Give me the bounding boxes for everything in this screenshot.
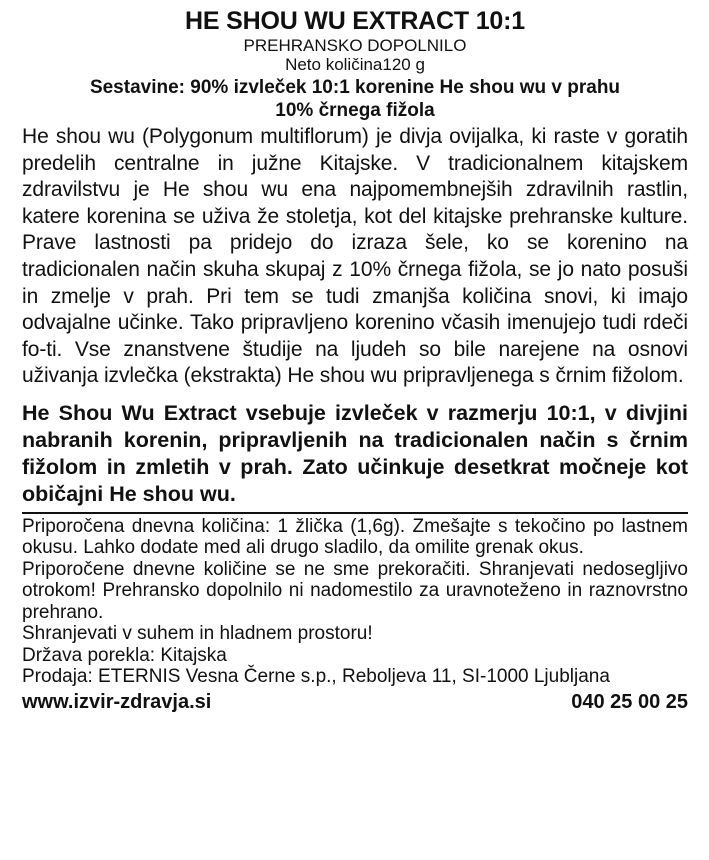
origin-line: Država porekla: Kitajska bbox=[22, 644, 227, 666]
website-link[interactable]: www.izvir-zdravja.si bbox=[22, 690, 212, 713]
phone-number: 040 25 00 25 bbox=[571, 690, 688, 713]
product-label bbox=[22, 6, 688, 714]
storage-line: Shranjevati v suhem in hladnem prostoru! bbox=[22, 623, 373, 645]
description-paragraph: He shou wu (Polygonum multiflorum) je divja ovijalka, ki raste v goratih predelih centralne in južne Kitajske. V tradicionalnem kitajskem zdravilstvu je He shou wu ena najpomembnejših zdravilnih rastlin, katere korenina se uživa že stoletja, kot del kitajske prehranske kulture. Prave lastnosti pa pridejo do izraza šele, ko se korenino na tradicionalen način skuha skupaj z 10% črnega fižola, se jo nato posuši in zmelje v prah. Pri tem se tudi zmanjša količina snovi, ki imajo odvajalne učinke. Tako pripravljeno korenino včasih imenujejo tudi rdeči fo-ti. Vse znanstvene študije na ljudeh so bile narejene na osnovi uživanja izvlečka (ekstrakta) He shou wu pripravljenega s črnim fižolom. bbox=[22, 125, 688, 388]
ingredients-line-1: Sestavine: 90% izvleček 10:1 korenine He shou wu v prahu bbox=[89, 77, 621, 98]
label-header bbox=[22, 6, 688, 122]
ingredients-line-2: 10% črnega fižola bbox=[275, 100, 435, 121]
usage-paragraph: Priporočena dnevna količina: 1 žlička (1,6g). Zmešajte s tekočino po lastnem okusu. Lahko dodate med ali drugo sladilo, da omilite grenak okus. bbox=[22, 515, 688, 559]
label-footer bbox=[22, 690, 688, 714]
product-title: HE SHOU WU EXTRACT 10:1 bbox=[185, 7, 525, 35]
net-quantity: Neto količina120 g bbox=[285, 55, 425, 74]
warning-paragraph: Priporočene dnevne količine se ne sme prekoračiti. Shranjevati nedosegljivo otrokom! Prehransko dopolnilo ni nadomestilo za uravnoteženo in raznovrstno prehrano. bbox=[22, 558, 688, 623]
highlight-paragraph: He Shou Wu Extract vsebuje izvleček v razmerju 10:1, v divjini nabranih korenin, pripravljenih na tradicionalen način s črnim fižolom in zmletih v prah. Zato učinkuje desetkrat močneje kot običajni He shou wu. bbox=[22, 400, 688, 514]
product-category: PREHRANSKO DOPOLNILO bbox=[243, 36, 467, 55]
seller-line: Prodaja: ETERNIS Vesna Černe s.p., Reboljeva 11, SI-1000 Ljubljana bbox=[22, 666, 610, 688]
